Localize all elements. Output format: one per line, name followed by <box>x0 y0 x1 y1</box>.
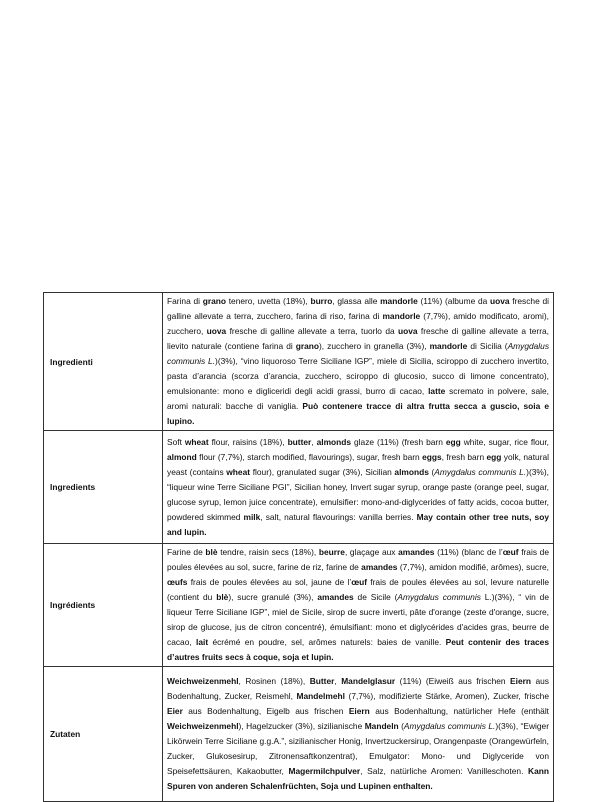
ingredient-text: L.)(3%), “ vin de liqueur Terre Siciliane IGP”, miel de Sicile, sirop de sucre inverti, pâte d'orange (zeste d'orange, sucre, sirop de glucose, jus de citron concentré), émulsifiant: mono et diglycérides d'acides gras, beurre de cacao, <box>167 592 549 647</box>
allergen-text: beurre <box>318 547 345 557</box>
allergen-text: amandes <box>317 592 354 602</box>
ingredient-text: (11%) (albume da <box>417 296 490 306</box>
ingredient-text: Farine de <box>167 547 206 557</box>
allergen-text: latte <box>428 386 446 396</box>
ingredient-text: Farina di <box>167 296 203 306</box>
ingredient-text: , <box>311 436 317 447</box>
ingredient-text: de Sicile ( <box>353 592 398 602</box>
allergen-text: Butter <box>309 676 335 686</box>
ingredient-text: ), Hagelzucker (3%), sizilianische <box>238 721 365 731</box>
ingredients-text <box>163 293 554 431</box>
species-name-text: Amygdalus communis L. <box>403 721 496 731</box>
table-row-italian <box>44 293 554 431</box>
allergen-text: milk <box>243 511 261 522</box>
ingredients-text <box>163 544 554 667</box>
ingredient-text: fresche di galline allevate a terra, zucchero, farina di riso, farina di <box>167 296 549 321</box>
species-name-text: Amygdalus communis L. <box>167 341 550 366</box>
ingredient-text: frais de poules élevées au sol, levure naturelle (contient du <box>167 577 549 602</box>
allergen-text: grano <box>202 296 226 306</box>
ingredient-text: écrémé en poudre, sel, arômes naturels: baies de vanille. <box>208 637 446 647</box>
ingredient-text: white, sugar, rice flour, <box>460 436 549 447</box>
allergen-text: almonds <box>394 466 429 477</box>
allergen-text: Eier <box>167 706 183 716</box>
ingredient-text: fresche di galline allevate a terra, tuorlo da <box>226 326 398 336</box>
allergen-text: amandes <box>361 562 398 572</box>
allergen-text: Weichweizenmehl <box>167 676 239 686</box>
allergen-text: Mandelglasur <box>341 676 396 686</box>
allergen-text: Magermilchpulver <box>288 766 361 776</box>
table-row-english <box>44 431 554 544</box>
ingredient-text: yolk, natural yeast (contains <box>167 451 549 477</box>
ingredient-text: di Sicilia ( <box>467 341 508 351</box>
allergen-text: May contain other tree nuts, soy and lupin. <box>167 511 549 537</box>
ingredient-text: , Salz, natürliche Aromen: Vanilleschoten. <box>360 766 529 776</box>
ingredient-text: scremato in polvere, sale, aromi naturali: bacche di vaniglia. <box>167 386 549 411</box>
allergen-text: Mandeln <box>364 721 399 731</box>
ingredient-text: tenero, uvetta (18%), <box>225 296 311 306</box>
allergen-text: œuf <box>502 547 519 557</box>
ingredient-text: (11%) (Eiweiß aus frischen <box>395 676 511 686</box>
allergen-text: Può contenere tracce di altra frutta secca a guscio, soia e lupino. <box>167 401 549 426</box>
table-row-german <box>44 667 554 802</box>
table-row-french <box>44 544 554 667</box>
allergen-text: Peut contenir des traces d’autres fruits secs à coque, soja et lupin. <box>167 637 549 662</box>
allergen-text: Eiern <box>348 706 370 716</box>
ingredient-text: aus Bodenhaltung, natürlicher Hefe (enthält <box>369 706 550 716</box>
allergen-text: egg <box>486 451 502 462</box>
allergen-text: Eiern <box>510 676 531 686</box>
row-label: Zutaten <box>44 667 163 802</box>
ingredient-text: , <box>334 676 342 686</box>
allergen-text: eggs <box>422 451 442 462</box>
allergen-text: Kann Spuren von anderen Schalenfrüchten, Soja und Lupinen enthalten. <box>167 766 549 791</box>
ingredients-text <box>163 667 554 802</box>
ingredient-text: frais de poules élevées au sol, sucre, farine de riz, farine de <box>167 547 549 572</box>
ingredients-table <box>43 292 554 802</box>
ingredient-text: (7,7%), modifizierte Stärke, Aromen), Zucker, frische <box>344 691 549 701</box>
species-name-text: Amygdalus communis L. <box>434 466 527 477</box>
allergen-text: almond <box>167 451 197 462</box>
ingredient-text: ( <box>428 466 435 477</box>
ingredient-text: )(3%), “liqueur wine Terre Siciliane PGI”, Sicilian honey, Invert sugar syrup, orange paste (orange peel, sugar, glucose syrup, lemon juice concentrate), emulsifier: mono-and-diglycerides of fatty acids, cocoa butter, powdered skimmed <box>167 466 549 522</box>
allergen-text: mandorle <box>382 311 421 321</box>
ingredient-text: Soft <box>167 436 185 447</box>
ingredient-text: flour (7,7%), starch modified, flavourings), sugar, fresh barn <box>196 451 423 462</box>
allergen-text: butter <box>287 436 312 447</box>
ingredient-text: , glassa alle <box>332 296 381 306</box>
allergen-text: blè <box>216 592 229 602</box>
allergen-text: wheat <box>226 466 251 477</box>
allergen-text: lait <box>196 637 209 647</box>
allergen-text: mandorle <box>429 341 468 351</box>
ingredient-text: fresche di galline allevate a terra, lievito naturale (contiene farina di <box>167 326 549 351</box>
ingredient-text: , fresh barn <box>441 451 487 462</box>
allergen-text: burro <box>310 296 333 306</box>
ingredient-text: ), zucchero in granella (3%), <box>319 341 430 351</box>
ingredient-text: ( <box>398 721 404 731</box>
allergen-text: uova <box>490 296 510 306</box>
ingredient-text: tendre, raisin secs (18%), <box>217 547 319 557</box>
ingredient-text: , Rosinen (18%), <box>238 676 310 686</box>
ingredient-text: aus Bodenhaltung, Eigelb aus frischen <box>182 706 349 716</box>
allergen-text: mandorle <box>380 296 418 306</box>
ingredient-text: frais de poules élevées au sol, jaune de l’ <box>187 577 352 587</box>
row-label: Ingrédients <box>44 544 163 667</box>
species-name-text: Amygdalus communis <box>397 592 481 602</box>
allergen-text: amandes <box>398 547 435 557</box>
ingredients-text <box>163 431 554 544</box>
allergen-text: Mandelmehl <box>296 691 345 701</box>
row-label: Ingredients <box>44 431 163 544</box>
allergen-text: uova <box>206 326 227 336</box>
allergen-text: almonds <box>316 436 352 447</box>
ingredient-text: flour), granulated sugar (3%), Sicilian <box>250 466 395 477</box>
ingredient-text: ), sucre granulé (3%), <box>228 592 318 602</box>
ingredient-text: )(3%), “vino liquoroso Terre Siciliane IGP”, miele di Sicilia, sciroppo di zucchero invertito, pasta d’arancia (scorza d’arancia, zucchero, sciroppo di glucosio, succo di limone concentrato), emulsionante: mono e digliceridi degli acidi grassi, burro di cacao, <box>167 356 549 396</box>
ingredient-text: (7,7%), amido modificato, aromi), zucchero, <box>167 311 549 336</box>
allergen-text: œufs <box>167 577 188 587</box>
allergen-text: grano <box>295 341 320 351</box>
allergen-text: egg <box>445 436 461 447</box>
ingredient-text: aus Bodenhaltung, Zucker, Reismehl, <box>167 676 549 701</box>
row-label: Ingredienti <box>44 293 163 431</box>
ingredient-text: )(3%), “Ewiger Likörwein Terre Siciliane g.g.A.”, sizilianischer Honig, Invertzuckersirup, Orangenpaste (Orangewürfeln, Zucker, Glukosesirup, Zitronensaftkonzentrat), Emulgator: Mono- und Diglyceride von Speisefettsäuren, Kakaobutter, <box>167 721 550 776</box>
ingredient-text: (7,7%), amidon modifié, arômes), sucre, <box>397 562 549 572</box>
allergen-text: uova <box>398 326 418 336</box>
ingredient-text: flour, raisins (18%), <box>208 436 288 447</box>
ingredient-text: , salt, natural flavourings: vanilla berries. <box>260 511 417 522</box>
allergen-text: œuf <box>351 577 368 587</box>
allergen-text: Weichweizenmehl <box>167 721 239 731</box>
ingredient-text: glaze (11%) (fresh barn <box>351 436 446 447</box>
ingredient-text: (11%) (blanc de l’ <box>434 547 503 557</box>
ingredient-text: , glaçage aux <box>344 547 399 557</box>
allergen-text: blè <box>205 547 218 557</box>
allergen-text: wheat <box>184 436 209 447</box>
